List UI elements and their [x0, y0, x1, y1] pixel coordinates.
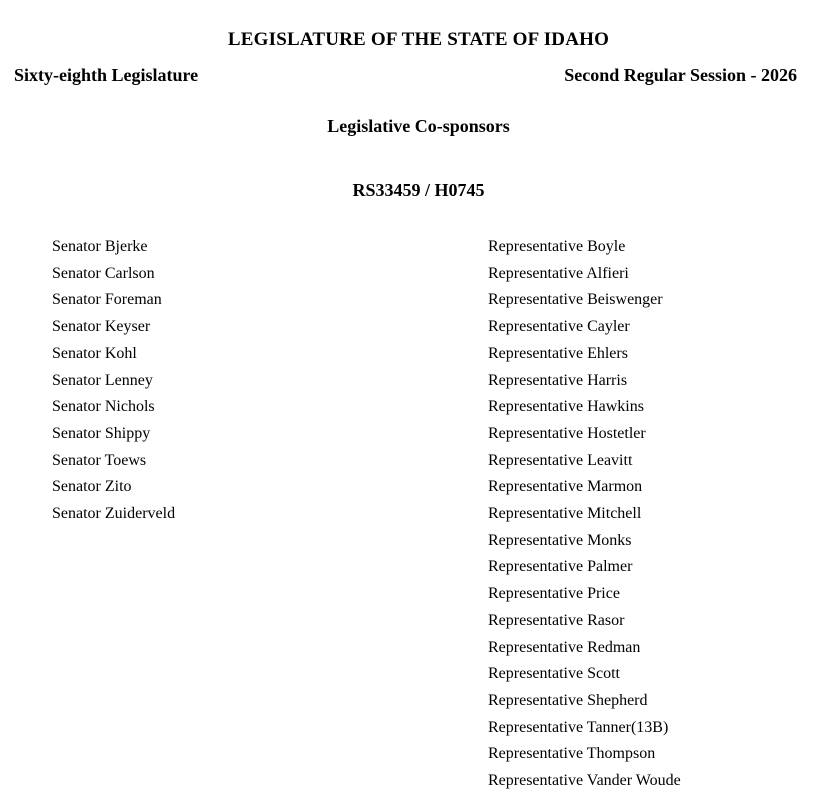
sponsor-name: Representative Vander Woude	[488, 772, 681, 790]
sponsor-name: Senator Lenney	[52, 371, 153, 389]
sponsor-name: Representative Thompson	[488, 745, 656, 763]
sponsor-name: Senator Bjerke	[52, 238, 148, 255]
sponsor-name: Representative Tanner(13B)	[488, 718, 669, 736]
sponsor-name: Senator Toews	[52, 451, 147, 469]
sponsor-name: Representative Hostetler	[488, 424, 646, 442]
session-label: Second Regular Session - 2026	[564, 65, 797, 85]
bill-number: RS33459 / H0745	[352, 180, 485, 200]
sponsor-name: Senator Foreman	[52, 291, 162, 309]
sponsor-name: Representative Ehlers	[488, 344, 628, 362]
sponsor-name: Senator Carlson	[52, 264, 155, 282]
sponsor-name: Representative Cayler	[488, 318, 630, 336]
sponsor-name: Senator Kohl	[52, 344, 137, 362]
legislature-label: Sixty-eighth Legislature	[14, 65, 199, 85]
sponsor-name: Senator Shippy	[52, 424, 151, 442]
sponsor-name: Representative Price	[488, 585, 620, 603]
document-title: LEGISLATURE OF THE STATE OF IDAHO	[227, 29, 610, 50]
sponsor-name: Senator Zuiderveld	[52, 505, 176, 523]
sponsor-name: Representative Leavitt	[488, 451, 633, 469]
sponsor-name: Representative Monks	[488, 531, 632, 549]
cosponsors-heading: Legislative Co-sponsors	[327, 116, 510, 136]
sponsor-name: Representative Shepherd	[488, 691, 648, 709]
sponsor-name: Representative Rasor	[488, 611, 625, 629]
sponsors-columns	[0, 201, 837, 795]
sponsor-name: Representative Palmer	[488, 558, 633, 576]
representatives-list	[488, 234, 837, 795]
sponsor-name: Representative Beiswenger	[488, 291, 663, 309]
sponsor-name: Representative Mitchell	[488, 505, 642, 523]
sponsor-name: Representative Hawkins	[488, 398, 644, 416]
senators-list	[52, 234, 488, 795]
sponsor-name: Representative Harris	[488, 371, 628, 389]
sponsor-name: Senator Zito	[52, 478, 132, 496]
document-subheader	[0, 51, 837, 86]
sponsor-name: Senator Nichols	[52, 398, 155, 416]
sponsor-name: Representative Marmon	[488, 478, 643, 496]
sponsor-name: Representative Alfieri	[488, 264, 629, 282]
sponsor-name: Representative Boyle	[488, 238, 626, 255]
sponsor-name: Representative Scott	[488, 665, 620, 683]
sponsor-name: Representative Redman	[488, 638, 641, 656]
sponsor-name: Senator Keyser	[52, 318, 151, 336]
